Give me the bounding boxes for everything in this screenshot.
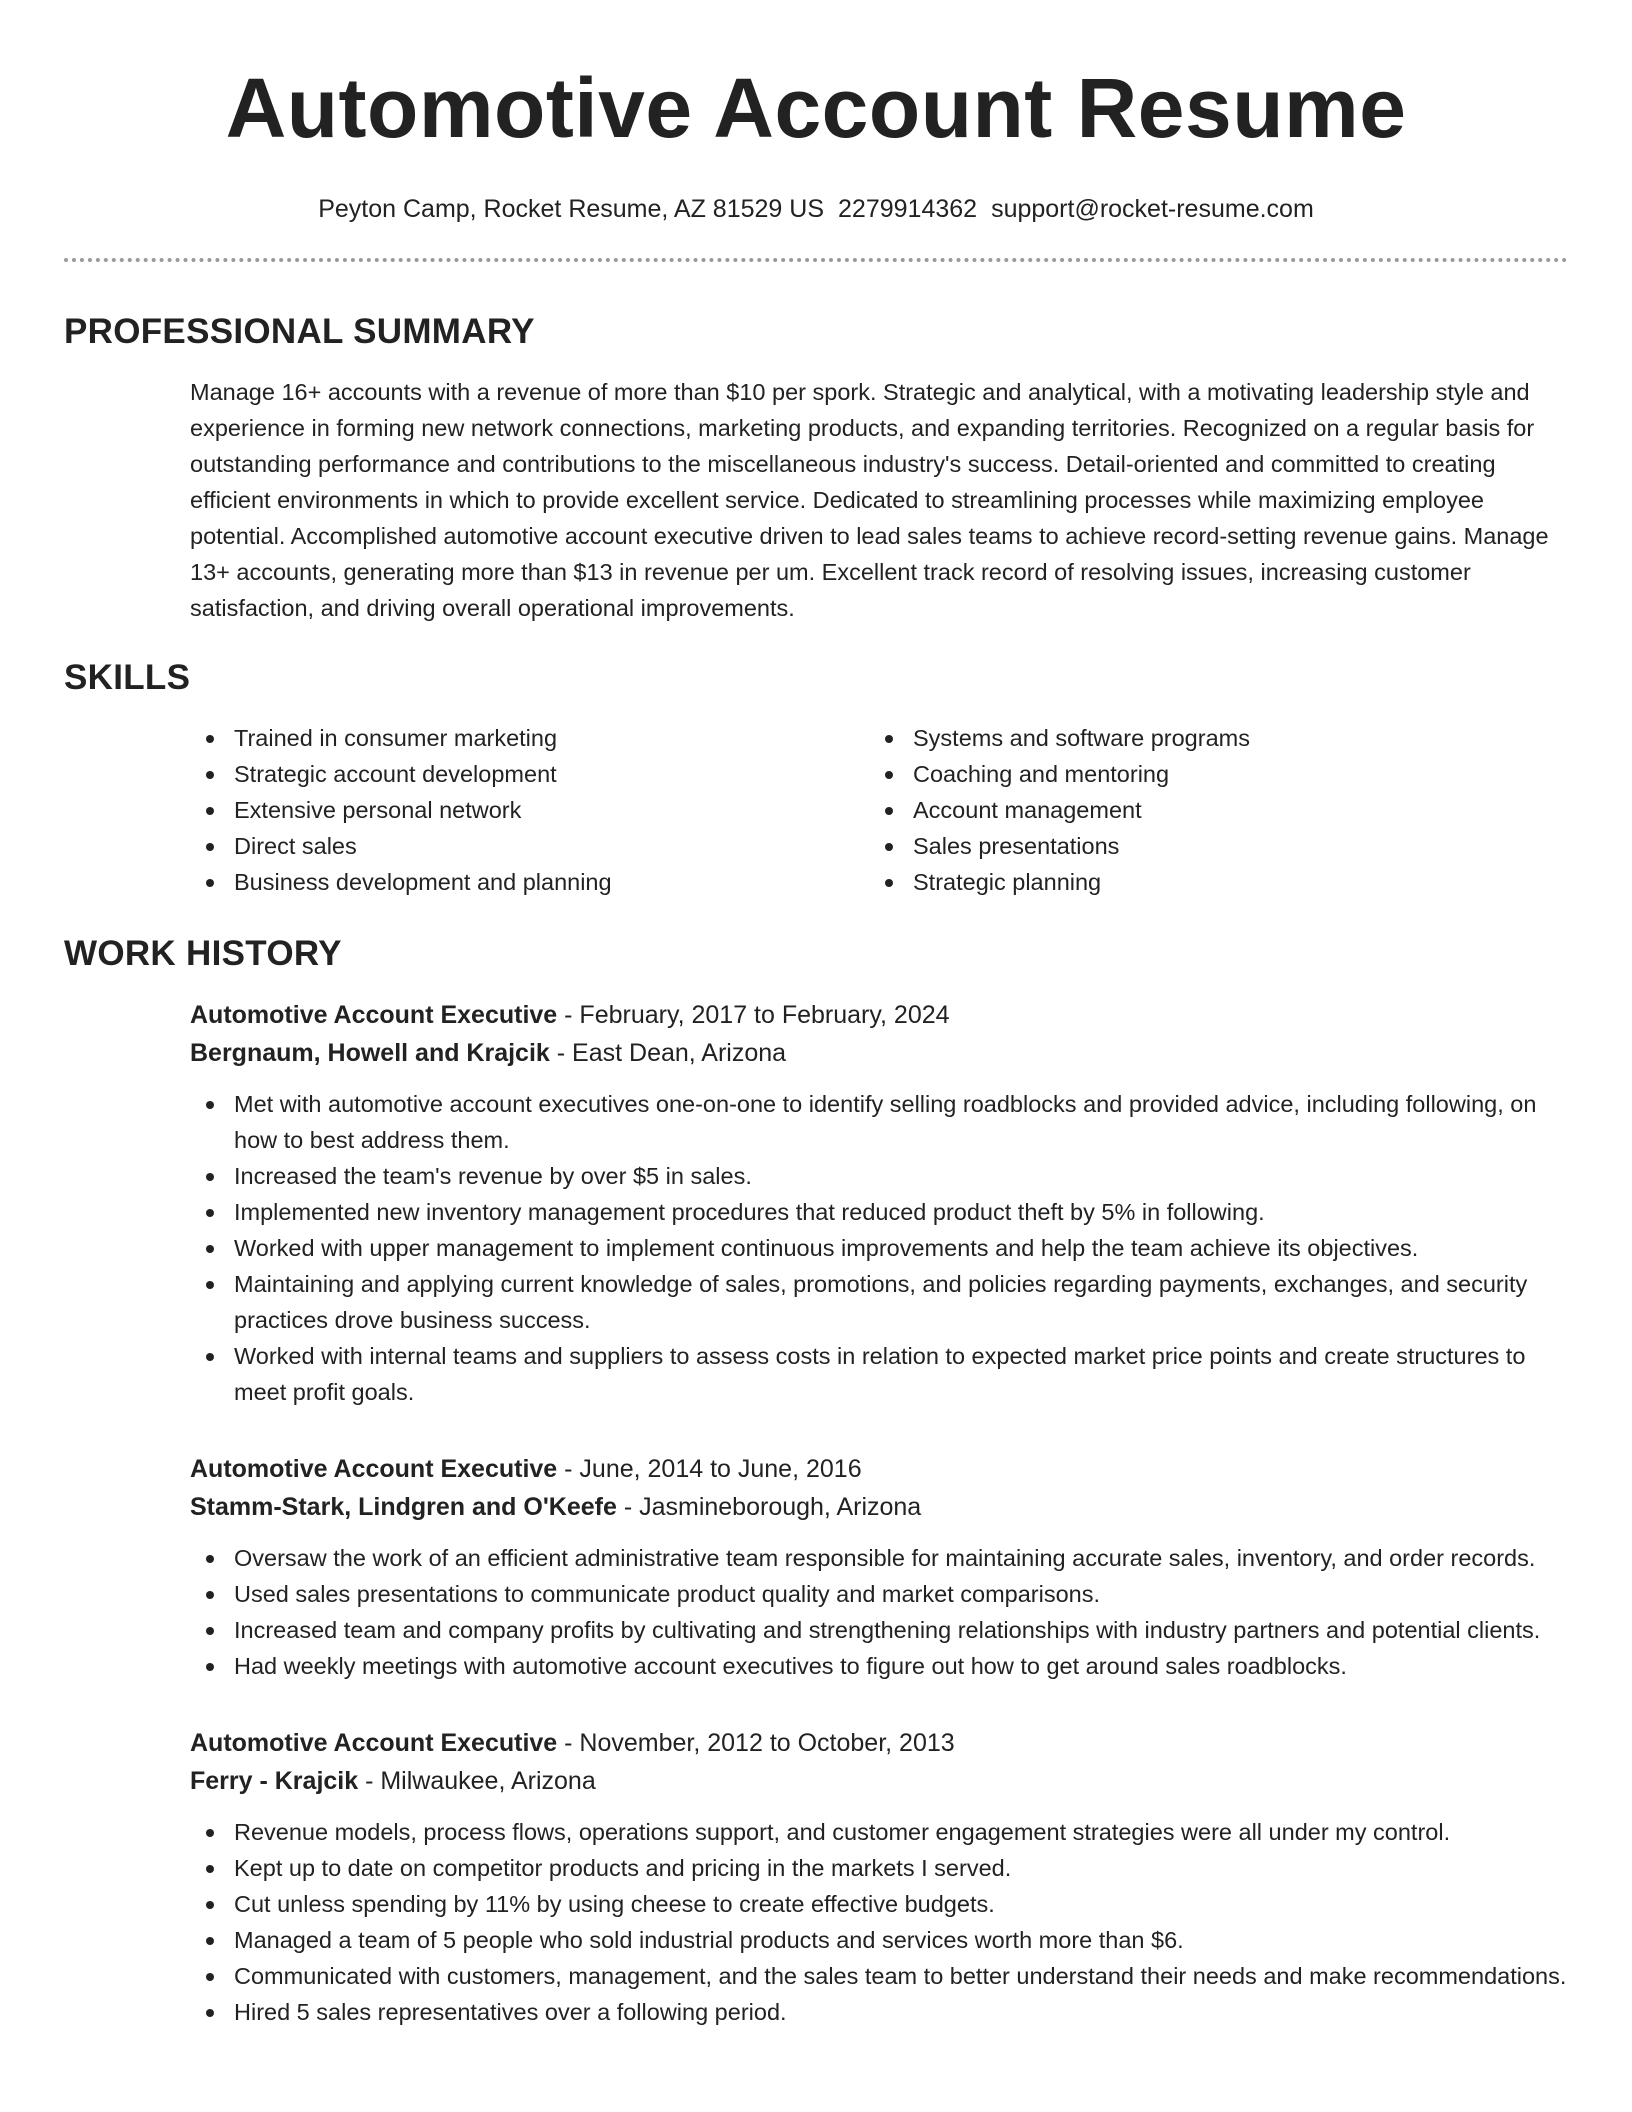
- job-bullet: Worked with upper management to implement continuous improvements and help the team achieve its objectives.: [190, 1230, 1568, 1266]
- job-entry: [190, 1724, 1568, 2030]
- resume-title: Automotive Account Resume: [225, 61, 1407, 155]
- job-dates: - November, 2012 to October, 2013: [557, 1729, 955, 1757]
- job-company: Bergnaum, Howell and Krajcik: [190, 1039, 550, 1067]
- skill-item: Sales presentations: [869, 828, 1548, 864]
- job-role-line: [190, 1450, 1568, 1488]
- job-company-line: [190, 1488, 1568, 1526]
- summary-heading: PROFESSIONAL SUMMARY: [64, 312, 535, 351]
- job-bullet: Managed a team of 5 people who sold industrial products and services worth more than $6.: [190, 1922, 1568, 1958]
- contact-address: Peyton Camp, Rocket Resume, AZ 81529 US: [318, 195, 825, 223]
- skill-item: Business development and planning: [190, 864, 869, 900]
- job-bullet: Met with automotive account executives one-on-one to identify selling roadblocks and provided advice, including following, on how to best address them.: [190, 1086, 1568, 1158]
- job-bullets: [190, 1814, 1568, 2030]
- contact-line: [64, 194, 1568, 224]
- skill-item: Strategic account development: [190, 756, 869, 792]
- contact-phone: 2279914362: [838, 195, 978, 223]
- contact-email: support@rocket-resume.com: [991, 195, 1314, 223]
- job-bullet: Oversaw the work of an efficient administrative team responsible for maintaining accurate sales, inventory, and order records.: [190, 1540, 1568, 1576]
- job-bullet: Increased the team's revenue by over $5 in sales.: [190, 1158, 1568, 1194]
- job-company: Ferry - Krajcik: [190, 1767, 359, 1795]
- skill-item: Systems and software programs: [869, 720, 1548, 756]
- job-bullet: Increased team and company profits by cultivating and strengthening relationships with industry partners and potential clients.: [190, 1612, 1568, 1648]
- job-bullet: Had weekly meetings with automotive account executives to figure out how to get around sales roadblocks.: [190, 1648, 1568, 1684]
- job-dates: - June, 2014 to June, 2016: [557, 1455, 862, 1483]
- job-entry: [190, 1450, 1568, 1684]
- job-bullets: [190, 1540, 1568, 1684]
- job-company-line: [190, 1762, 1568, 1800]
- job-role-line: [190, 1724, 1568, 1762]
- job-company-line: [190, 1034, 1568, 1072]
- job-location: - Jasmineborough, Arizona: [616, 1493, 922, 1521]
- job-bullet: Worked with internal teams and suppliers to assess costs in relation to expected market price points and create structures to meet profit goals.: [190, 1338, 1568, 1410]
- job-bullet: Hired 5 sales representatives over a following period.: [190, 1994, 1568, 2030]
- header-divider: [64, 258, 1568, 262]
- job-role: Automotive Account Executive: [190, 1001, 558, 1029]
- skill-item: Coaching and mentoring: [869, 756, 1548, 792]
- job-bullet: Revenue models, process flows, operations support, and customer engagement strategies were all under my control.: [190, 1814, 1568, 1850]
- job-bullets: [190, 1086, 1568, 1410]
- skill-item: Direct sales: [190, 828, 869, 864]
- skill-item: Trained in consumer marketing: [190, 720, 869, 756]
- skills-heading: SKILLS: [64, 658, 191, 697]
- job-bullet: Cut unless spending by 11% by using cheese to create effective budgets.: [190, 1886, 1568, 1922]
- job-location: - East Dean, Arizona: [549, 1039, 787, 1067]
- job-bullet: Communicated with customers, management, and the sales team to better understand their needs and make recommendations.: [190, 1958, 1568, 1994]
- job-bullet: Maintaining and applying current knowledge of sales, promotions, and policies regarding payments, exchanges, and security practices drove business success.: [190, 1266, 1568, 1338]
- skill-item: Account management: [869, 792, 1548, 828]
- job-dates: - February, 2017 to February, 2024: [557, 1001, 950, 1029]
- skill-item: Extensive personal network: [190, 792, 869, 828]
- work-history-heading: WORK HISTORY: [64, 934, 342, 973]
- skills-column-left: [190, 720, 869, 900]
- summary-text: Manage 16+ accounts with a revenue of more than $10 per spork. Strategic and analytical, with a motivating leadership style and experience in forming new network connections, marketing products, and expanding territories. Recognized on a regular basis for outstanding performance and contributions to the miscellaneous industry's success. Detail-oriented and committed to creating efficient environments in which to provide excellent service. Dedicated to streamlining processes while maximizing employee potential. Accomplished automotive account executive driven to lead sales teams to achieve record-setting revenue gains. Manage 13+ accounts, generating more than $13 in revenue per um. Excellent track record of resolving issues, increasing customer satisfaction, and driving overall operational improvements.: [190, 379, 1549, 621]
- job-bullet: Used sales presentations to communicate product quality and market comparisons.: [190, 1576, 1568, 1612]
- job-bullet: Kept up to date on competitor products and pricing in the markets I served.: [190, 1850, 1568, 1886]
- job-role: Automotive Account Executive: [190, 1729, 558, 1757]
- job-role-line: [190, 996, 1568, 1034]
- skills-list: [190, 720, 1568, 900]
- job-company: Stamm-Stark, Lindgren and O'Keefe: [190, 1493, 617, 1521]
- skills-column-right: [869, 720, 1548, 900]
- job-bullet: Implemented new inventory management procedures that reduced product theft by 5% in following.: [190, 1194, 1568, 1230]
- job-location: - Milwaukee, Arizona: [358, 1767, 596, 1795]
- job-entry: [190, 996, 1568, 1410]
- job-role: Automotive Account Executive: [190, 1455, 558, 1483]
- skill-item: Strategic planning: [869, 864, 1548, 900]
